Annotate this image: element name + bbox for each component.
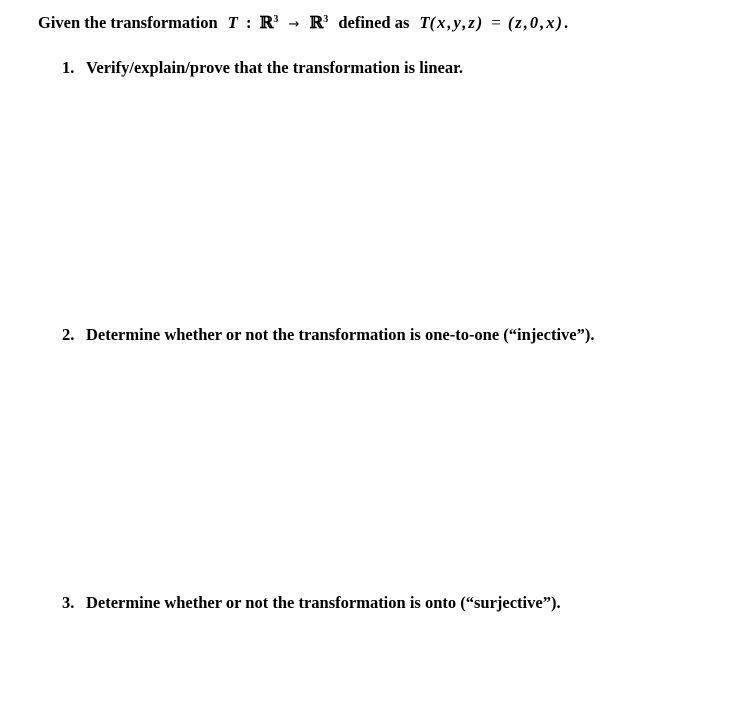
question-2 xyxy=(62,324,594,346)
question-number: 1. xyxy=(62,58,75,77)
codomain-set: ℝ xyxy=(309,13,324,32)
formula-lhs-name: T xyxy=(419,13,430,32)
formula-lhs-args: (x,y,z) xyxy=(429,13,485,32)
question-text: Determine whether or not the transformation is one-to-one (“injective”). xyxy=(86,325,595,344)
formula-equals: = xyxy=(491,13,501,32)
problem-statement xyxy=(38,9,568,36)
map-colon: : xyxy=(246,13,252,32)
question-number: 3. xyxy=(62,593,75,612)
question-text: Verify/explain/prove that the transformation is linear. xyxy=(86,58,464,77)
codomain-exponent: 3 xyxy=(323,14,329,25)
domain-set: ℝ xyxy=(259,13,274,32)
question-1 xyxy=(62,57,463,79)
question-text: Determine whether or not the transformation is onto (“surjective”). xyxy=(86,593,561,612)
right-arrow-icon: → xyxy=(288,17,300,32)
intro-text: Given the transformation xyxy=(38,13,218,32)
defined-as-text: defined as xyxy=(338,13,410,32)
domain-exponent: 3 xyxy=(273,14,279,25)
formula-period: . xyxy=(563,13,569,32)
question-number: 2. xyxy=(62,325,75,344)
formula-rhs: (z,0,x) xyxy=(507,13,564,32)
question-3 xyxy=(62,592,561,614)
map-name: T xyxy=(227,13,238,32)
